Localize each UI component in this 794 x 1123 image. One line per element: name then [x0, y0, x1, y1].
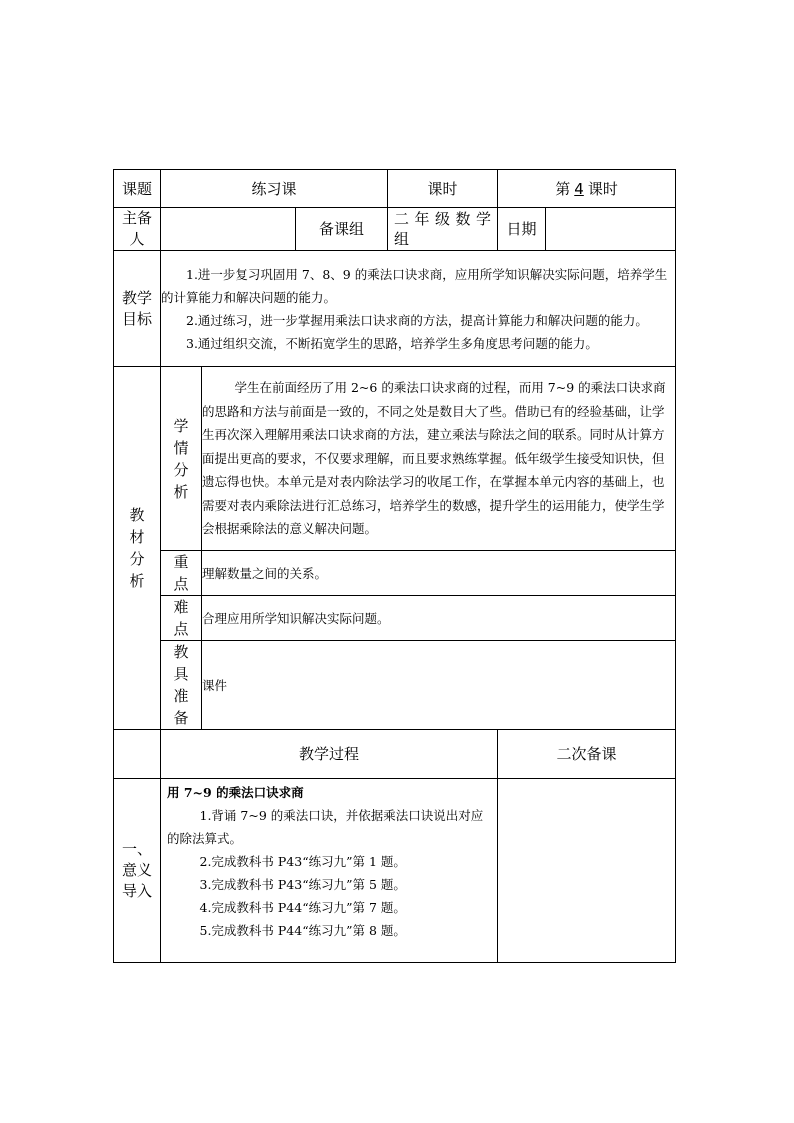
learning-label-char: 学 — [173, 416, 189, 435]
goals-row — [114, 251, 676, 367]
learning-label-char: 情 — [173, 438, 189, 457]
intro-label-line1: 一、 — [121, 840, 152, 858]
goals-label-line2: 目标 — [121, 309, 152, 328]
period-prefix: 第 — [555, 179, 571, 198]
period-label: 课时 — [388, 170, 498, 208]
topic-value: 练习课 — [161, 170, 388, 208]
key-text: 理解数量之间的关系。 — [202, 551, 676, 596]
intro-item: 2.完成教科书 P43“练习九”第 1 题。 — [199, 854, 406, 869]
tools-label-char: 教 — [173, 643, 189, 661]
tools-label-char: 备 — [173, 709, 189, 727]
learning-analysis-row — [114, 367, 676, 551]
learning-label — [161, 367, 202, 551]
intro-item: 1.背诵 7~9 的乘法口诀，并依据乘法口诀说出对应的除法算式。 — [167, 808, 484, 846]
learning-label-char: 分 — [173, 460, 189, 479]
goal-item: 2.通过练习，进一步掌握用乘法口诀求商的方法，提高计算能力和解决问题的能力。 — [186, 312, 648, 328]
preparer-label-line2: 人 — [129, 230, 145, 248]
key-label-char: 重 — [173, 553, 189, 571]
difficulty-label-char: 点 — [173, 620, 189, 638]
goals-label-line1: 教学 — [121, 288, 152, 307]
intro-title: 用 7~9 的乘法口诀求商 — [167, 785, 304, 800]
topic-label: 课题 — [114, 170, 161, 208]
goals-content — [161, 251, 676, 367]
analysis-label-char: 材 — [129, 528, 145, 546]
preparer-value — [161, 208, 296, 251]
process-title: 教学过程 — [161, 730, 498, 779]
goals-label — [114, 251, 161, 367]
tools-label-char: 准 — [173, 687, 189, 705]
intro-row — [114, 779, 676, 963]
preparer-label-line1: 主备 — [121, 209, 152, 227]
goal-item: 1.进一步复习巩固用 7、8、9 的乘法口诀求商，应用所学知识解决实际问题，培养学生的计算能力和解决问题的能力。 — [161, 266, 668, 305]
intro-item: 5.完成教科书 P44“练习九”第 8 题。 — [199, 923, 406, 938]
learning-text: 学生在前面经历了用 2~6 的乘法口诀求商的过程，而用 7~9 的乘法口诀求商的思路和方法与前面是一致的，不同之处是数目大了些。借助已有的经验基础，让学生再次深入理解用乘法口诀求商的方法，建立乘法与除法之间的联系。同时从计算方面提出更高的要求，不仅要求理解，而且要求熟练掌握。低年级学生接受知识快，但遗忘得也快。本单元是对表内除法学习的收尾工作，在掌握本单元内容的基础上，也需要对表内乘除法进行汇总练习，培养学生的数感，提升学生的运用能力，使学生学会根据乘除法的意义解决问题。 — [202, 380, 666, 537]
intro-label — [114, 779, 161, 963]
lesson-plan-table — [113, 169, 676, 963]
analysis-label — [114, 367, 161, 730]
group-value-line1: 二 年 级 数 学 — [394, 210, 492, 228]
learning-content — [202, 367, 676, 551]
analysis-label-char: 分 — [129, 550, 145, 568]
date-value — [546, 208, 676, 251]
intro-label-line3: 导入 — [121, 882, 152, 900]
intro-item: 4.完成教科书 P44“练习九”第 7 题。 — [199, 900, 406, 915]
group-value-line2: 组 — [394, 230, 410, 248]
key-point-row — [114, 551, 676, 596]
difficulty-text: 合理应用所学知识解决实际问题。 — [202, 596, 676, 641]
period-suffix: 课时 — [587, 179, 618, 198]
group-label: 备课组 — [296, 208, 388, 251]
second-prep-title: 二次备课 — [498, 730, 676, 779]
analysis-label-char: 析 — [129, 572, 145, 590]
preparer-label — [114, 208, 161, 251]
goal-item: 3.通过组织交流，不断拓宽学生的思路，培养学生多角度思考问题的能力。 — [186, 335, 598, 351]
intro-second-prep — [498, 779, 676, 963]
difficulty-row — [114, 596, 676, 641]
process-header-row — [114, 730, 676, 779]
period-value — [498, 170, 676, 208]
tools-text: 课件 — [202, 641, 676, 730]
learning-label-char: 析 — [173, 482, 189, 501]
process-header-blank — [114, 730, 161, 779]
tools-row — [114, 641, 676, 730]
period-number: 4 — [574, 179, 584, 198]
date-label: 日期 — [498, 208, 546, 251]
topic-row — [114, 170, 676, 208]
key-label-char: 点 — [173, 575, 189, 593]
tools-label — [161, 641, 202, 730]
intro-item: 3.完成教科书 P43“练习九”第 5 题。 — [199, 877, 406, 892]
difficulty-label — [161, 596, 202, 641]
tools-label-char: 具 — [173, 665, 189, 683]
key-label — [161, 551, 202, 596]
intro-content — [161, 779, 498, 963]
preparer-row — [114, 208, 676, 251]
analysis-label-char: 教 — [129, 506, 145, 524]
intro-label-line2: 意义 — [121, 861, 152, 879]
difficulty-label-char: 难 — [173, 598, 189, 616]
group-value — [388, 208, 498, 251]
